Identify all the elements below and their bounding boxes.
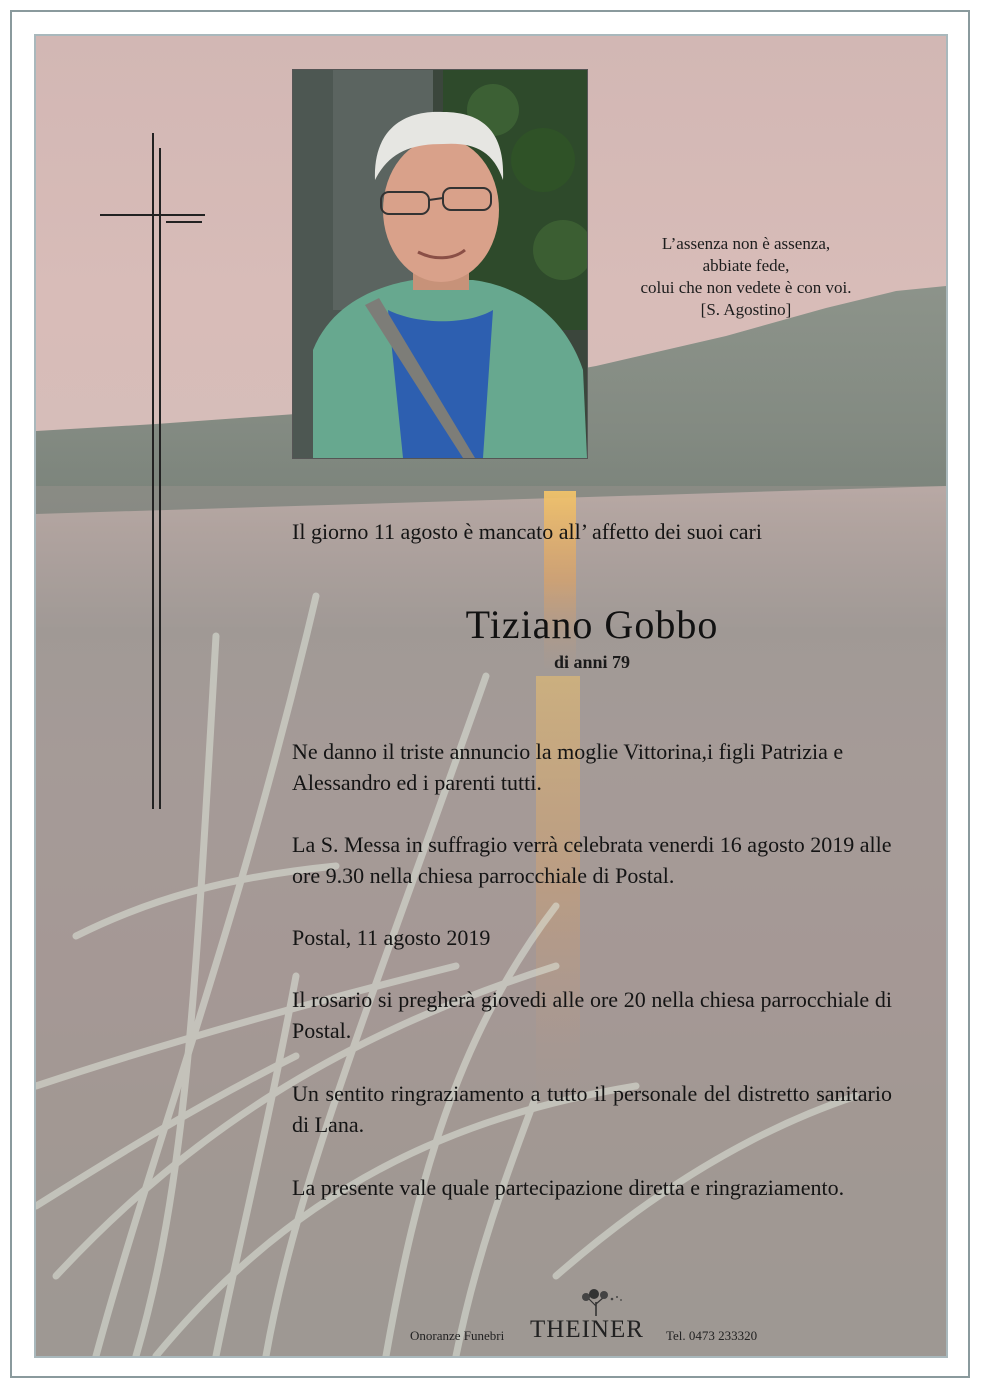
footer-phone: Tel. 0473 233320 <box>666 1328 758 1343</box>
cross-icon-bar-inner <box>166 221 202 223</box>
quote-attribution: [S. Agostino] <box>700 300 792 319</box>
obituary-card <box>34 34 948 1358</box>
intro-text: Il giorno 11 agosto è mancato all’ affetto dei suoi cari <box>292 519 762 544</box>
quote-line: L’assenza non è assenza, <box>661 234 831 253</box>
quote-block <box>596 233 896 321</box>
rosary-paragraph: Il rosario si pregherà giovedi alle ore 20 nella chiesa parrocchiale di Postal. <box>292 987 892 1043</box>
footer <box>36 1288 946 1348</box>
closing-paragraph: La presente vale quale partecipazione diretta e ringraziamento. <box>292 1175 845 1200</box>
cross-icon <box>152 133 154 809</box>
cross-icon-bar <box>100 214 205 216</box>
footer-brand: THEINER <box>530 1316 644 1343</box>
quote-line: abbiate fede, <box>702 256 790 275</box>
mass-paragraph: La S. Messa in suffragio verrà celebrata venerdi 16 agosto 2019 alle ore 9.30 nella chiesa parrocchiale di Postal. <box>292 832 892 888</box>
footer-prefix: Onoranze Funebri <box>410 1328 505 1343</box>
quote-line: colui che non vedete è con voi. <box>640 278 852 297</box>
tree-logo-icon <box>574 1288 624 1318</box>
portrait-illustration <box>293 70 587 458</box>
cross-icon-inner-line <box>159 148 161 809</box>
portrait-photo <box>292 69 588 459</box>
deceased-age: di anni 79 <box>553 652 631 672</box>
announcement-paragraph: Ne danno il triste annuncio la moglie Vittorina,i figli Patrizia e Alessandro ed i parenti tutti. <box>292 739 844 795</box>
place-date: Postal, 11 agosto 2019 <box>292 925 491 950</box>
deceased-name: Tiziano Gobbo <box>465 602 719 647</box>
thanks-paragraph: Un sentito ringraziamento a tutto il personale del distretto sanitario di Lana. <box>292 1081 892 1137</box>
